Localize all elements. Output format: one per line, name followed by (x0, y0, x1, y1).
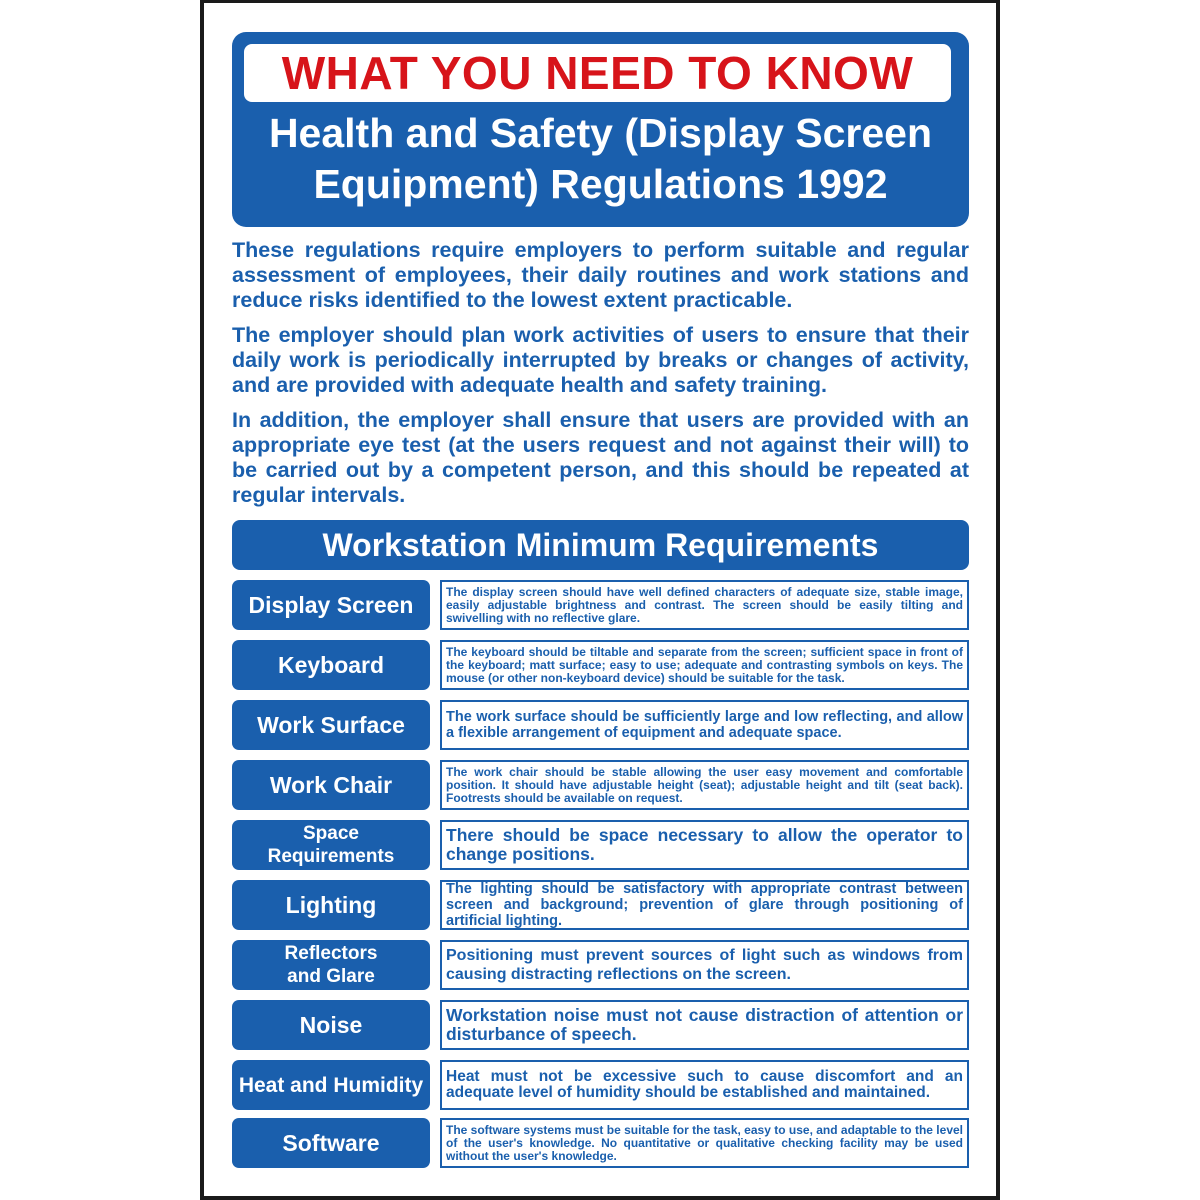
requirement-description: The work surface should be sufficiently large and low reflecting, and allow a flexible arrangement of equipment and adequate space. (440, 700, 969, 750)
requirement-description: The display screen should have well defined characters of adequate size, stable image, easily adjustable brightness and contrast. The screen should be easily tilting and swivelling with no reflective glare. (440, 580, 969, 630)
requirement-description: The keyboard should be tiltable and separate from the screen; sufficient space in front of the keyboard; matt surface; easy to use; adequate and contrasting symbols on keys. The mouse (or other non-keyboard device) should be suitable for the task. (440, 640, 969, 690)
requirement-label: Work Chair (232, 760, 430, 810)
requirement-description: The work chair should be stable allowing the user easy movement and comfortable position. It should have adjustable height (seat); adjustable height and tilt (seat back). Footrests should be available on request. (440, 760, 969, 810)
header-panel (232, 32, 969, 227)
requirement-row (232, 580, 969, 630)
requirement-description: The lighting should be satisfactory with appropriate contrast between screen and background; prevention of glare through positioning of artificial lighting. (440, 880, 969, 930)
requirement-description: There should be space necessary to allow the operator to change positions. (440, 820, 969, 870)
section-title: Workstation Minimum Requirements (232, 520, 969, 570)
requirement-label: Noise (232, 1000, 430, 1050)
requirement-label: Space Requirements (232, 820, 430, 870)
intro-paragraph: The employer should plan work activities of users to ensure that their daily work is periodically interrupted by breaks or changes of activity, and are provided with adequate health and safety training. (232, 323, 969, 397)
requirement-label: Work Surface (232, 700, 430, 750)
intro-paragraph: These regulations require employers to perform suitable and regular assessment of employees, their daily routines and work stations and reduce risks identified to the lowest extent practicable. (232, 238, 969, 312)
requirement-row (232, 940, 969, 990)
requirement-description: Heat must not be excessive such to cause discomfort and an adequate level of humidity should be established and maintained. (440, 1060, 969, 1110)
requirement-description: Workstation noise must not cause distraction of attention or disturbance of speech. (440, 1000, 969, 1050)
requirement-label: Display Screen (232, 580, 430, 630)
requirement-label: Keyboard (232, 640, 430, 690)
requirement-label: Heat and Humidity (232, 1060, 430, 1110)
requirement-description: Positioning must prevent sources of light such as windows from causing distracting reflections on the screen. (440, 940, 969, 990)
requirement-label: Software (232, 1118, 430, 1168)
requirement-description: The software systems must be suitable for the task, easy to use, and adaptable to the level of the user's knowledge. No quantitative or qualitative checking facility may be used without the user's knowledge. (440, 1118, 969, 1168)
requirement-label: Lighting (232, 880, 430, 930)
requirement-row (232, 640, 969, 690)
requirement-row (232, 760, 969, 810)
requirement-row (232, 820, 969, 870)
requirement-row (232, 880, 969, 930)
requirement-label: Reflectors and Glare (232, 940, 430, 990)
banner-heading: WHAT YOU NEED TO KNOW (244, 44, 951, 102)
requirement-row (232, 1000, 969, 1050)
requirement-row (232, 1060, 969, 1110)
requirement-row (232, 700, 969, 750)
requirement-row (232, 1118, 969, 1168)
intro-paragraph: In addition, the employer shall ensure that users are provided with an appropriate eye test (at the users request and not against their will) to be carried out by a competent person, and this should be repeated at regular intervals. (232, 408, 969, 507)
regulation-title: Health and Safety (Display Screen Equipment) Regulations 1992 (268, 110, 933, 207)
